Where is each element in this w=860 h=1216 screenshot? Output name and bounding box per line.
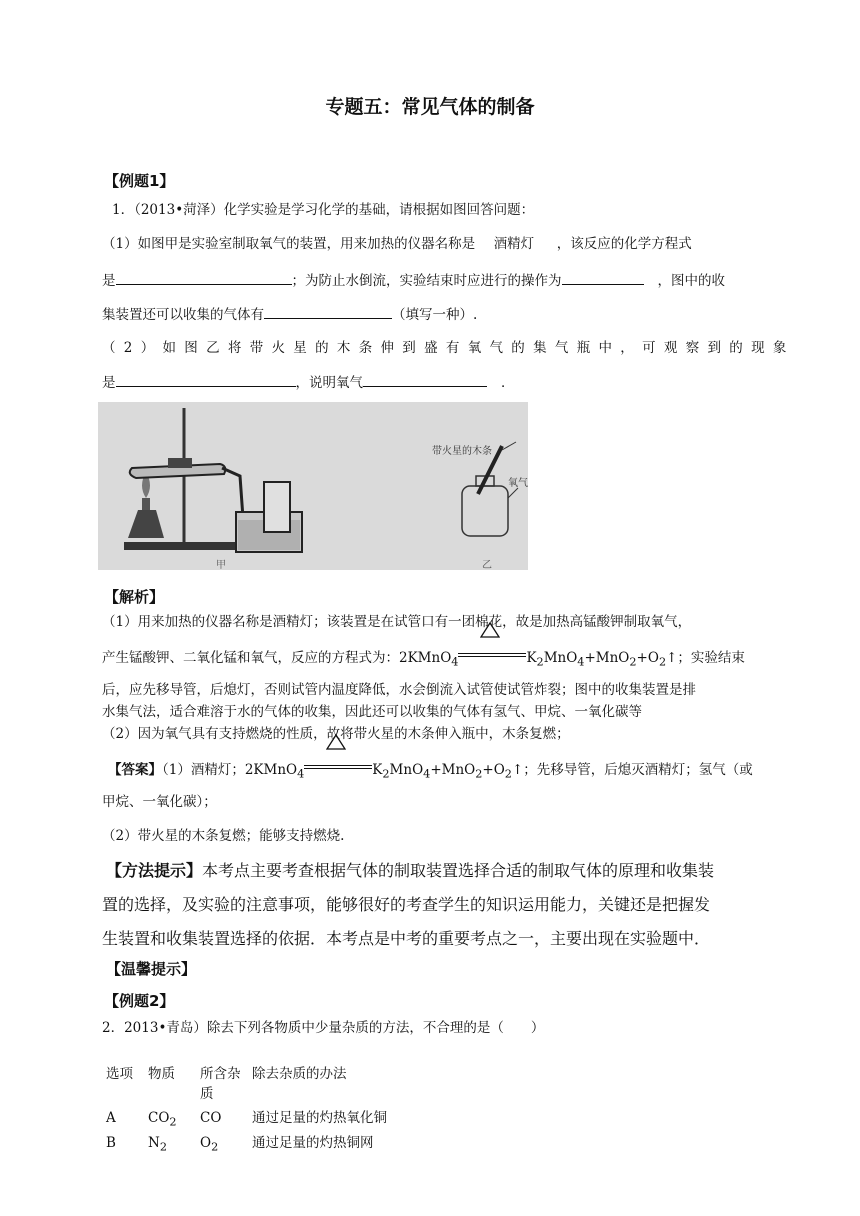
blank-equation[interactable] xyxy=(116,270,292,285)
ex1-q1-line3 xyxy=(102,304,477,325)
table-row: B $N_2$ $O_2$ 通过足量的灼热铜网 xyxy=(106,1134,374,1154)
ex1-q2-c: ，说明氧气 xyxy=(295,375,363,391)
ex1-q1-answer: 酒精灯 xyxy=(493,236,535,252)
header-option: 选项 xyxy=(106,1066,133,1082)
ex1-q1-e: ，图中的收 xyxy=(657,273,725,289)
gas-jar xyxy=(462,486,508,536)
options-table xyxy=(106,1064,393,1157)
ex1-q1-c: 是 xyxy=(102,273,116,289)
label-yi: 乙 xyxy=(482,560,492,570)
heating-equals-sign xyxy=(458,646,526,662)
page-title: 专题五：常见气体的制备 xyxy=(325,96,535,118)
tip-heading: 【温馨提示】 xyxy=(106,960,197,978)
alcohol-lamp xyxy=(128,510,164,538)
method-line-3: 生装置和收集装置选择的依据．本考点是中考的重要考点之一，主要出现在实验题中． xyxy=(102,929,711,948)
heat-triangle-icon xyxy=(326,734,346,750)
analysis-heading: 【解析】 xyxy=(104,588,165,606)
answer-label: 【答案】 xyxy=(108,762,162,778)
table-row: A $CO_2$ CO 通过足量的灼热氧化铜 xyxy=(106,1110,387,1129)
method-line-2: 置的选择，及实验的注意事项，能够很好的考查学生的知识运用能力，关键还是把握发 xyxy=(102,895,711,914)
label-glowing-stick: 带火星的木条 xyxy=(432,446,492,457)
label-jia: 甲 xyxy=(216,560,226,570)
analysis-line-1: （1）用来加热的仪器名称是酒精灯；该装置是在试管口有一团棉花，故是加热高锰酸钾制取氧气， xyxy=(102,614,692,630)
analysis-eq-start: 产生锰酸钾、二氧化锰和氧气，反应的方程式为：2KMnO xyxy=(102,650,452,666)
heating-equals-sign-answer xyxy=(304,758,372,774)
apparatus-illustration xyxy=(98,402,528,570)
blank-operation[interactable] xyxy=(562,270,644,285)
stand-base xyxy=(124,542,252,550)
ex1-q1-d: ；为防止水倒流，实验结束时应进行的操作为 xyxy=(291,273,562,289)
header-impurity: 所含杂质 xyxy=(200,1066,241,1102)
label-oxygen: 氧气 xyxy=(508,478,528,489)
blank-gas[interactable] xyxy=(264,304,392,319)
ex1-q1-f: 集装置还可以收集的气体有 xyxy=(102,307,264,323)
ex1-q1-b: ，该反应的化学方程式 xyxy=(556,236,692,252)
analysis-line-4: 水集气法，适合难溶于水的气体的收集，因此还可以收集的气体有氢气、甲烷、一氧化碳等 xyxy=(102,704,642,720)
ex1-q1-g: （填写一种）. xyxy=(392,307,478,323)
ex2-intro: 2．2013•青岛）除去下列各物质中少量杂质的方法，不合理的是（ ） xyxy=(102,1020,545,1036)
ex1-q2-d: ． xyxy=(501,375,515,391)
answer-line-3: （2）带火星的木条复燃；能够支持燃烧. xyxy=(102,828,345,844)
header-substance: 物质 xyxy=(148,1066,175,1082)
analysis-line-2: 产生锰酸钾、二氧化锰和氧气，反应的方程式为：2KMnO$_4$ $K_2MnO_4+MnO_2+O_2↑$；实验结束 xyxy=(102,646,745,673)
ex1-q1-line2 xyxy=(102,270,725,291)
blank-property[interactable] xyxy=(363,372,487,387)
analysis-line-5: （2）因为氧气具有支持燃烧的性质，故将带火星的木条伸入瓶中，木条复燃； xyxy=(102,726,570,742)
answer-line-1: 【答案】（1）酒精灯；2KMnO$_4$ $K_2MnO_4+MnO_2+O_2↑$；先移导管，后熄灭酒精灯；氢气（或 xyxy=(108,758,753,785)
header-method: 除去杂质的办法 xyxy=(252,1066,347,1082)
ex1-q1-a: （1）如图甲是实验室制取氧气的装置，用来加热的仪器名称是 xyxy=(102,236,476,252)
example-1-heading: 【例题1】 xyxy=(104,172,175,190)
heat-triangle-icon xyxy=(480,622,500,638)
ex1-intro: 1．（2013•菏泽）化学实验是学习化学的基础，请根据如图回答问题： xyxy=(112,202,535,218)
blank-phenomenon[interactable] xyxy=(116,372,296,387)
ex1-q1-line1 xyxy=(102,234,692,254)
collecting-bottle xyxy=(264,482,290,532)
example-2-heading: 【例题2】 xyxy=(104,992,175,1010)
method-line-1: 【方法提示】本考点主要考查根据气体的制取装置选择合适的制取气体的原理和收集装 xyxy=(106,861,715,880)
ex1-q2-b: 是 xyxy=(102,375,116,391)
ex1-q2-line2 xyxy=(102,372,515,393)
method-label: 【方法提示】 xyxy=(106,861,203,880)
table-header-row xyxy=(106,1064,393,1104)
experiment-figure xyxy=(98,402,528,570)
analysis-line-3: 后，应先移导管，后熄灯，否则试管内温度降低，水会倒流入试管使试管炸裂；图中的收集装置是排 xyxy=(102,682,696,698)
ex1-q2-a: （2）如图乙将带火星的木条伸到盛有氧气的集气瓶中，可观察到的现象 xyxy=(102,340,795,356)
answer-line-2: 甲烷、一氧化碳）； xyxy=(102,794,217,810)
